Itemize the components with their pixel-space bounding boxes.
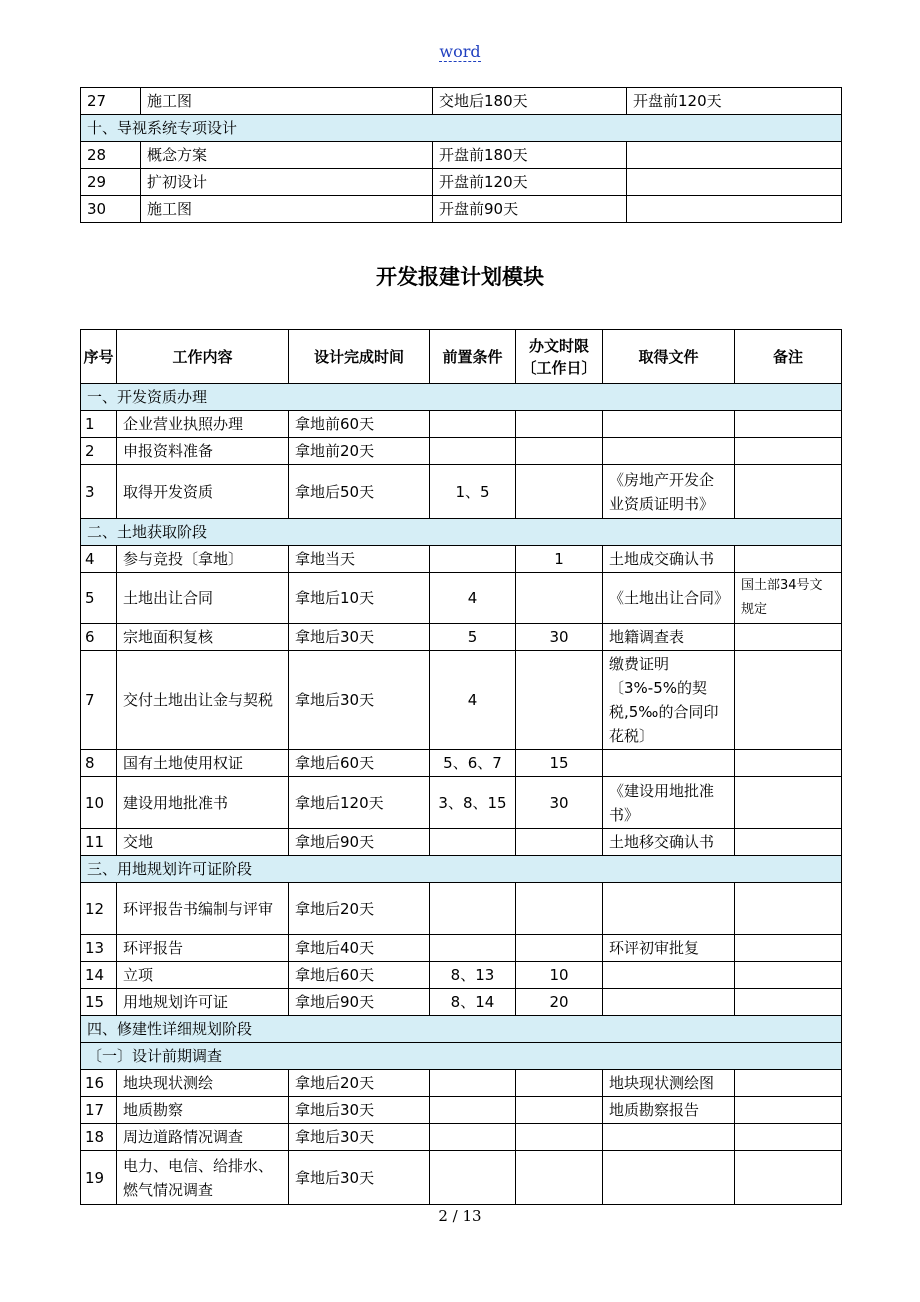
cell-no: 10 bbox=[81, 777, 117, 829]
cell-note bbox=[735, 989, 842, 1016]
table-row bbox=[81, 196, 842, 223]
cell-no: 1 bbox=[81, 411, 117, 438]
col-header-doc: 取得文件 bbox=[603, 330, 735, 384]
cell-note: 国土部34号文规定 bbox=[735, 573, 842, 624]
section-label: 一、开发资质办理 bbox=[81, 384, 842, 411]
col-header-days: 办文时限〔工作日〕 bbox=[516, 330, 603, 384]
cell-no: 6 bbox=[81, 624, 117, 651]
header-row bbox=[81, 330, 842, 384]
page-number: 2 / 13 bbox=[438, 1207, 482, 1225]
cell-note bbox=[735, 651, 842, 750]
cell-time: 拿地后20天 bbox=[289, 1070, 430, 1097]
cell-extra bbox=[627, 196, 842, 223]
cell-doc: 《土地出让合同》 bbox=[603, 573, 735, 624]
table-row bbox=[81, 935, 842, 962]
section-label: 十、导视系统专项设计 bbox=[81, 115, 842, 142]
cell-doc bbox=[603, 883, 735, 935]
cell-item: 立项 bbox=[117, 962, 289, 989]
cell-no: 17 bbox=[81, 1097, 117, 1124]
table-row bbox=[81, 1097, 842, 1124]
cell-note bbox=[735, 829, 842, 856]
cell-no: 13 bbox=[81, 935, 117, 962]
cell-pre bbox=[430, 1124, 516, 1151]
cell-item: 周边道路情况调查 bbox=[117, 1124, 289, 1151]
cell-item: 用地规划许可证 bbox=[117, 989, 289, 1016]
cell-note bbox=[735, 411, 842, 438]
table-row bbox=[81, 1151, 842, 1205]
cell-doc bbox=[603, 962, 735, 989]
table-row bbox=[81, 411, 842, 438]
cell-pre bbox=[430, 883, 516, 935]
cell-doc bbox=[603, 411, 735, 438]
cell-note bbox=[735, 1151, 842, 1205]
col-header-item: 工作内容 bbox=[117, 330, 289, 384]
table-row bbox=[81, 573, 842, 624]
cell-days bbox=[516, 573, 603, 624]
cell-item: 概念方案 bbox=[141, 142, 433, 169]
cell-note bbox=[735, 546, 842, 573]
cell-pre: 4 bbox=[430, 651, 516, 750]
cell-item: 宗地面积复核 bbox=[117, 624, 289, 651]
cell-item: 建设用地批准书 bbox=[117, 777, 289, 829]
cell-days: 1 bbox=[516, 546, 603, 573]
section-row bbox=[81, 519, 842, 546]
cell-note bbox=[735, 962, 842, 989]
cell-days: 20 bbox=[516, 989, 603, 1016]
cell-note bbox=[735, 438, 842, 465]
cell-pre: 3、8、15 bbox=[430, 777, 516, 829]
cell-note bbox=[735, 777, 842, 829]
cell-no: 29 bbox=[81, 169, 141, 196]
main-table bbox=[80, 329, 842, 1205]
cell-pre bbox=[430, 1070, 516, 1097]
cell-item: 施工图 bbox=[141, 196, 433, 223]
cell-item: 扩初设计 bbox=[141, 169, 433, 196]
cell-time: 拿地后30天 bbox=[289, 1151, 430, 1205]
cell-doc bbox=[603, 750, 735, 777]
cell-note bbox=[735, 935, 842, 962]
section-row bbox=[81, 1016, 842, 1043]
cell-no: 27 bbox=[81, 88, 141, 115]
cell-time: 拿地后30天 bbox=[289, 1124, 430, 1151]
cell-note bbox=[735, 624, 842, 651]
cell-doc: 缴费证明〔3%-5%的契税,5‰的合同印花税〕 bbox=[603, 651, 735, 750]
cell-time: 拿地当天 bbox=[289, 546, 430, 573]
cell-item: 交付土地出让金与契税 bbox=[117, 651, 289, 750]
cell-pre bbox=[430, 546, 516, 573]
cell-time: 开盘前90天 bbox=[433, 196, 627, 223]
cell-no: 30 bbox=[81, 196, 141, 223]
cell-doc: 地块现状测绘图 bbox=[603, 1070, 735, 1097]
cell-no: 16 bbox=[81, 1070, 117, 1097]
cell-days bbox=[516, 829, 603, 856]
section-row bbox=[81, 384, 842, 411]
cell-time: 拿地后30天 bbox=[289, 1097, 430, 1124]
header-word-label: word bbox=[439, 42, 481, 61]
cell-days: 15 bbox=[516, 750, 603, 777]
cell-extra bbox=[627, 169, 842, 196]
cell-days bbox=[516, 1151, 603, 1205]
cell-item: 地质勘察 bbox=[117, 1097, 289, 1124]
table-row bbox=[81, 1070, 842, 1097]
cell-doc bbox=[603, 1151, 735, 1205]
cell-item: 土地出让合同 bbox=[117, 573, 289, 624]
cell-item: 申报资料准备 bbox=[117, 438, 289, 465]
cell-doc bbox=[603, 989, 735, 1016]
cell-doc: 地质勘察报告 bbox=[603, 1097, 735, 1124]
col-header-time: 设计完成时间 bbox=[289, 330, 430, 384]
cell-item: 地块现状测绘 bbox=[117, 1070, 289, 1097]
cell-no: 11 bbox=[81, 829, 117, 856]
cell-time: 拿地后60天 bbox=[289, 962, 430, 989]
section-label: 四、修建性详细规划阶段 bbox=[81, 1016, 842, 1043]
cell-no: 15 bbox=[81, 989, 117, 1016]
section-label: 二、土地获取阶段 bbox=[81, 519, 842, 546]
cell-doc bbox=[603, 1124, 735, 1151]
cell-time: 拿地后10天 bbox=[289, 573, 430, 624]
section-row bbox=[81, 856, 842, 883]
cell-pre: 1、5 bbox=[430, 465, 516, 519]
section-label: 〔一〕设计前期调查 bbox=[81, 1043, 842, 1070]
cell-note bbox=[735, 750, 842, 777]
table-row bbox=[81, 777, 842, 829]
cell-days bbox=[516, 651, 603, 750]
section-row bbox=[81, 1043, 842, 1070]
cell-pre: 5 bbox=[430, 624, 516, 651]
table-row bbox=[81, 142, 842, 169]
cell-no: 28 bbox=[81, 142, 141, 169]
cell-no: 4 bbox=[81, 546, 117, 573]
table-row bbox=[81, 829, 842, 856]
table-row bbox=[81, 624, 842, 651]
table-row bbox=[81, 88, 842, 115]
cell-time: 开盘前120天 bbox=[433, 169, 627, 196]
cell-extra bbox=[627, 142, 842, 169]
col-header-no: 序号 bbox=[81, 330, 117, 384]
cell-item: 参与竞投〔拿地〕 bbox=[117, 546, 289, 573]
cell-doc: 《建设用地批准书》 bbox=[603, 777, 735, 829]
cell-pre bbox=[430, 935, 516, 962]
cell-pre: 8、14 bbox=[430, 989, 516, 1016]
cell-time: 拿地后50天 bbox=[289, 465, 430, 519]
cell-time: 拿地后90天 bbox=[289, 829, 430, 856]
cell-item: 电力、电信、给排水、燃气情况调查 bbox=[117, 1151, 289, 1205]
page-title: 开发报建计划模块 bbox=[376, 265, 544, 289]
cell-days: 30 bbox=[516, 777, 603, 829]
table-row bbox=[81, 169, 842, 196]
cell-item: 环评报告 bbox=[117, 935, 289, 962]
cell-days: 10 bbox=[516, 962, 603, 989]
cell-no: 19 bbox=[81, 1151, 117, 1205]
col-header-pre: 前置条件 bbox=[430, 330, 516, 384]
cell-pre bbox=[430, 1151, 516, 1205]
cell-item: 交地 bbox=[117, 829, 289, 856]
section-label: 三、用地规划许可证阶段 bbox=[81, 856, 842, 883]
cell-days bbox=[516, 1070, 603, 1097]
cell-doc: 环评初审批复 bbox=[603, 935, 735, 962]
table-row bbox=[81, 465, 842, 519]
cell-no: 7 bbox=[81, 651, 117, 750]
table-row bbox=[81, 546, 842, 573]
cell-extra: 开盘前120天 bbox=[627, 88, 842, 115]
cell-time: 拿地前20天 bbox=[289, 438, 430, 465]
header-word bbox=[0, 42, 920, 61]
cell-days bbox=[516, 1097, 603, 1124]
cell-note bbox=[735, 1070, 842, 1097]
cell-doc: 土地成交确认书 bbox=[603, 546, 735, 573]
cell-item: 企业营业执照办理 bbox=[117, 411, 289, 438]
cell-time: 拿地后90天 bbox=[289, 989, 430, 1016]
cell-time: 拿地后120天 bbox=[289, 777, 430, 829]
cell-pre: 8、13 bbox=[430, 962, 516, 989]
cell-note bbox=[735, 883, 842, 935]
cell-pre bbox=[430, 411, 516, 438]
table-row bbox=[81, 989, 842, 1016]
cell-time: 拿地后20天 bbox=[289, 883, 430, 935]
cell-pre bbox=[430, 438, 516, 465]
cell-time: 拿地后30天 bbox=[289, 651, 430, 750]
cell-time: 交地后180天 bbox=[433, 88, 627, 115]
cell-item: 取得开发资质 bbox=[117, 465, 289, 519]
cell-doc: 地籍调查表 bbox=[603, 624, 735, 651]
table-row bbox=[81, 651, 842, 750]
cell-item: 国有土地使用权证 bbox=[117, 750, 289, 777]
cell-no: 3 bbox=[81, 465, 117, 519]
cell-time: 拿地后40天 bbox=[289, 935, 430, 962]
top-table bbox=[80, 87, 842, 223]
cell-time: 拿地后60天 bbox=[289, 750, 430, 777]
cell-note bbox=[735, 1097, 842, 1124]
cell-days bbox=[516, 1124, 603, 1151]
table-row bbox=[81, 438, 842, 465]
table-row bbox=[81, 750, 842, 777]
cell-days bbox=[516, 883, 603, 935]
cell-time: 拿地前60天 bbox=[289, 411, 430, 438]
cell-time: 开盘前180天 bbox=[433, 142, 627, 169]
cell-no: 8 bbox=[81, 750, 117, 777]
cell-pre: 5、6、7 bbox=[430, 750, 516, 777]
cell-doc: 土地移交确认书 bbox=[603, 829, 735, 856]
cell-days bbox=[516, 465, 603, 519]
cell-days: 30 bbox=[516, 624, 603, 651]
cell-time: 拿地后30天 bbox=[289, 624, 430, 651]
cell-pre bbox=[430, 1097, 516, 1124]
cell-doc bbox=[603, 438, 735, 465]
table-row bbox=[81, 883, 842, 935]
cell-no: 14 bbox=[81, 962, 117, 989]
cell-days bbox=[516, 935, 603, 962]
cell-note bbox=[735, 1124, 842, 1151]
cell-item: 施工图 bbox=[141, 88, 433, 115]
col-header-note: 备注 bbox=[735, 330, 842, 384]
cell-pre bbox=[430, 829, 516, 856]
cell-item: 环评报告书编制与评审 bbox=[117, 883, 289, 935]
cell-no: 18 bbox=[81, 1124, 117, 1151]
cell-days bbox=[516, 411, 603, 438]
cell-doc: 《房地产开发企业资质证明书》 bbox=[603, 465, 735, 519]
cell-no: 12 bbox=[81, 883, 117, 935]
section-row bbox=[81, 115, 842, 142]
table-row bbox=[81, 962, 842, 989]
cell-pre: 4 bbox=[430, 573, 516, 624]
cell-no: 2 bbox=[81, 438, 117, 465]
cell-no: 5 bbox=[81, 573, 117, 624]
cell-note bbox=[735, 465, 842, 519]
table-row bbox=[81, 1124, 842, 1151]
cell-days bbox=[516, 438, 603, 465]
